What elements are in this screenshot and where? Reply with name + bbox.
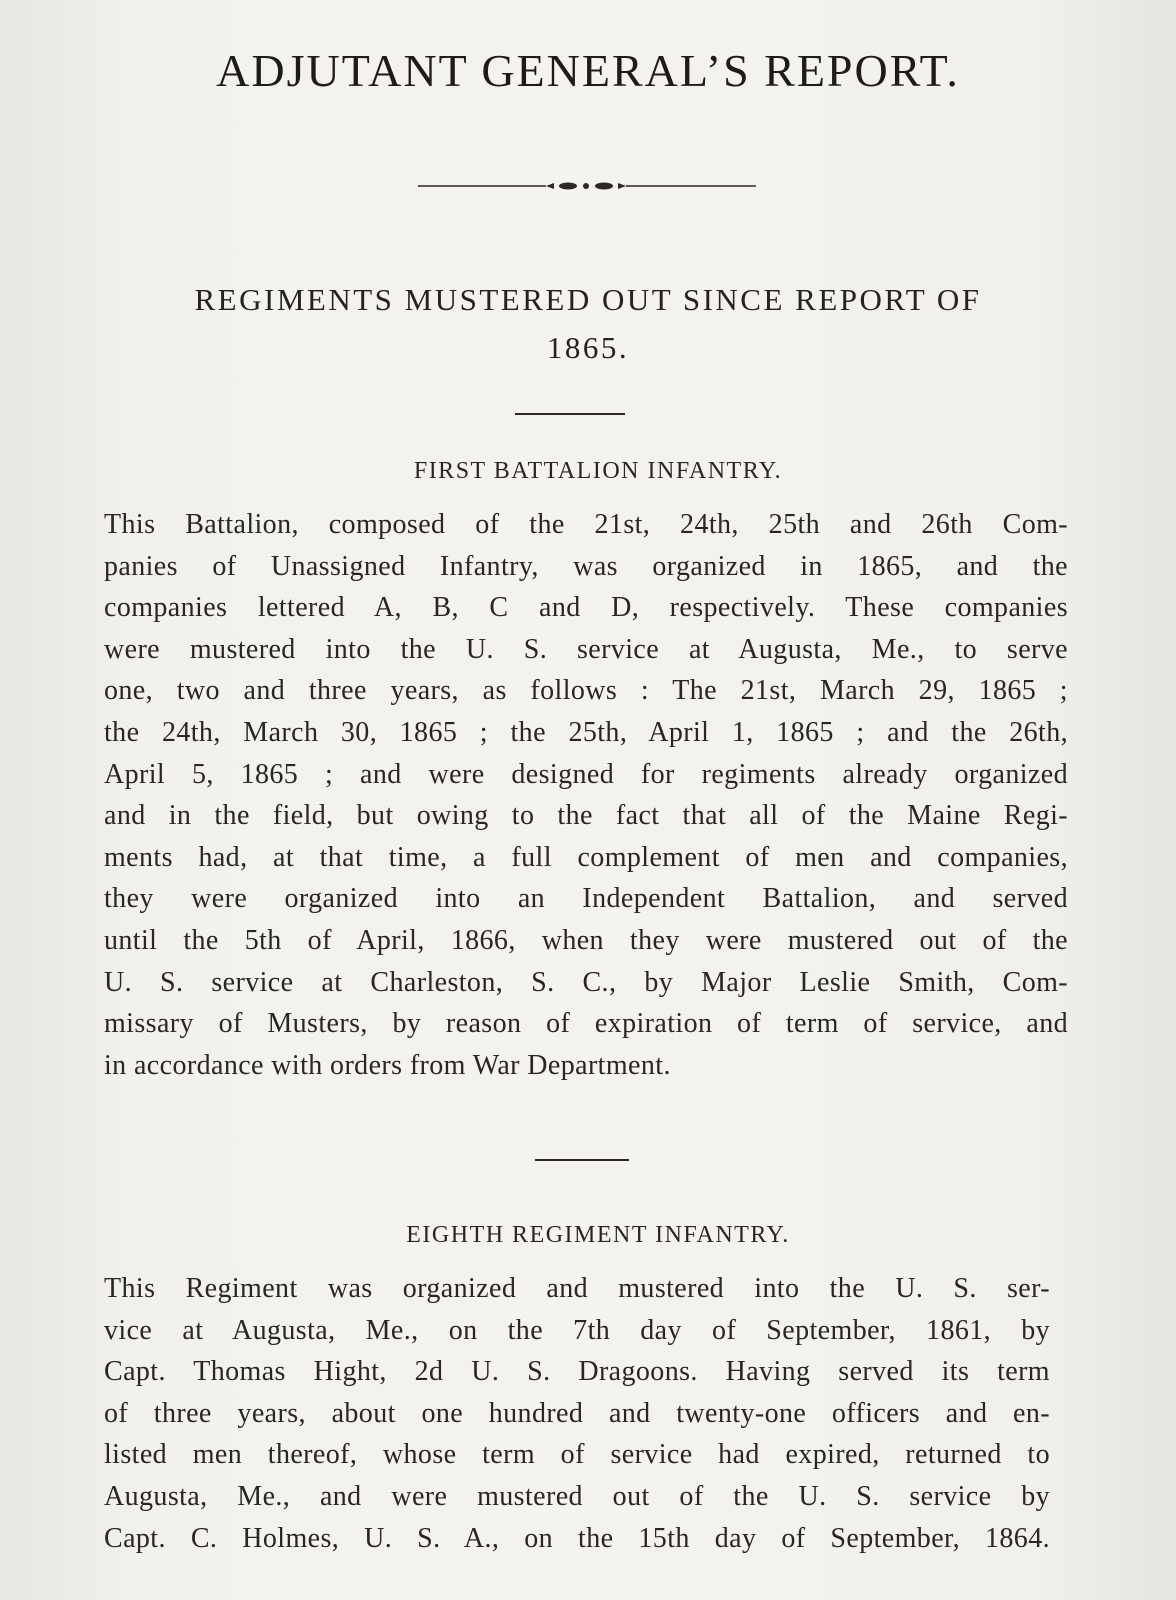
section-title-line-2: 1865.	[546, 330, 630, 365]
running-head: ADJUTANT GENERAL’S REPORT.	[216, 45, 960, 96]
text-line: vice at Augusta, Me., on the 7th day of September, 1861, by	[104, 1314, 1050, 1346]
section-title	[100, 276, 1076, 372]
text-line: of three years, about one hundred and twenty-one officers and en-	[104, 1397, 1050, 1429]
text-line: ments had, at that time, a full complement of men and companies,	[104, 841, 1068, 873]
text-line: listed men thereof, whose term of service had expired, returned to	[104, 1439, 1050, 1471]
text-line: Capt. C. Holmes, U. S. A., on the 15th day of September, 1864.	[104, 1522, 1050, 1554]
text-line: and in the field, but owing to the fact that all of the Maine Regi-	[104, 800, 1068, 832]
text-line: This Battalion, composed of the 21st, 24th, 25th and 26th Com-	[104, 509, 1068, 540]
text-line: they were organized into an Independent Battalion, and served	[104, 883, 1068, 915]
first-battalion-heading: FIRST BATTALION INFANTRY.	[413, 458, 783, 484]
short-rule-divider	[535, 1159, 629, 1161]
ornament-divider	[418, 176, 768, 196]
eighth-regiment-paragraph	[104, 1268, 1050, 1559]
text-line: companies lettered A, B, C and D, respectively. These companies	[104, 592, 1068, 624]
text-line: the 24th, March 30, 1865 ; the 25th, April 1, 1865 ; and the 26th,	[104, 716, 1068, 748]
text-line: April 5, 1865 ; and were designed for regiments already organized	[104, 758, 1068, 790]
short-rule-divider	[515, 413, 625, 415]
text-line: This Regiment was organized and mustered into the U. S. ser-	[104, 1273, 1050, 1304]
text-line: Augusta, Me., and were mustered out of the U. S. service by	[104, 1480, 1050, 1512]
first-battalion-paragraph	[104, 504, 1068, 1086]
text-line: were mustered into the U. S. service at Augusta, Me., to serve	[104, 633, 1068, 665]
text-line: until the 5th of April, 1866, when they were mustered out of the	[104, 924, 1068, 956]
text-line: Capt. Thomas Hight, 2d U. S. Dragoons. Having served its term	[104, 1356, 1050, 1388]
text-line: U. S. service at Charleston, S. C., by Major Leslie Smith, Com-	[104, 966, 1068, 998]
text-line: in accordance with orders from War Department.	[104, 1049, 671, 1081]
eighth-regiment-heading: EIGHTH REGIMENT INFANTRY.	[406, 1222, 790, 1248]
text-line: panies of Unassigned Infantry, was organized in 1865, and the	[104, 550, 1068, 582]
text-line: missary of Musters, by reason of expiration of term of service, and	[104, 1008, 1068, 1040]
section-title-line-1: REGIMENTS MUSTERED OUT SINCE REPORT OF	[194, 282, 982, 317]
text-line: one, two and three years, as follows : The 21st, March 29, 1865 ;	[104, 675, 1068, 707]
